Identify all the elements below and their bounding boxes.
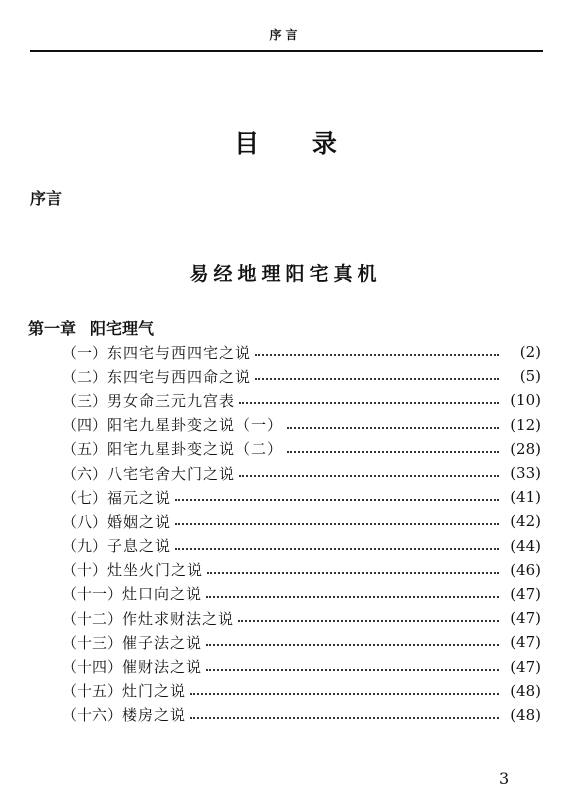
entry-title: 阳宅九星卦变之说（二） xyxy=(107,440,284,459)
dot-leader xyxy=(287,451,499,453)
dot-leader xyxy=(255,354,499,356)
dot-leader xyxy=(190,717,499,719)
toc-list xyxy=(62,340,541,727)
entry-title: 楼房之说 xyxy=(122,706,187,725)
toc-title: 目 录 xyxy=(234,129,359,158)
entry-page-number: (46) xyxy=(510,560,541,579)
entry-title: 男女命三元九宫表 xyxy=(107,391,236,410)
entry-title: 阳宅九星卦变之说（一） xyxy=(107,416,284,435)
toc-entry[interactable] xyxy=(62,534,541,558)
entry-title: 灶口向之说 xyxy=(122,585,203,604)
dot-leader xyxy=(206,596,499,598)
entry-number: （十一） xyxy=(62,585,123,604)
entry-number: （九） xyxy=(62,537,108,556)
chapter-title: 阳宅理气 xyxy=(90,319,155,338)
toc-entry[interactable] xyxy=(62,558,541,582)
dot-leader xyxy=(255,378,499,380)
entry-page-number: (5) xyxy=(519,367,541,386)
toc-entry[interactable] xyxy=(62,509,541,533)
entry-title: 东四宅与西四命之说 xyxy=(107,367,252,386)
dot-leader xyxy=(239,475,499,477)
dot-leader xyxy=(239,402,499,404)
dot-leader xyxy=(206,644,499,646)
toc-link-preface[interactable]: 序言 xyxy=(30,189,63,208)
dot-leader xyxy=(207,572,499,574)
entry-title: 灶坐火门之说 xyxy=(107,561,204,580)
toc-entry[interactable] xyxy=(62,413,541,437)
running-head: 序言 xyxy=(269,28,302,42)
dot-leader xyxy=(175,548,499,550)
header-rule xyxy=(30,50,543,52)
entry-title: 福元之说 xyxy=(107,488,172,507)
toc-entry[interactable] xyxy=(62,485,541,509)
entry-page-number: (2) xyxy=(519,343,541,362)
dot-leader xyxy=(175,499,499,501)
entry-number: （六） xyxy=(62,464,108,483)
entry-title: 催财法之说 xyxy=(122,658,203,677)
entry-page-number: (10) xyxy=(510,391,541,410)
dot-leader xyxy=(206,669,499,671)
entry-number: （五） xyxy=(62,440,108,459)
entry-page-number: (47) xyxy=(510,609,541,628)
entry-number: （十三） xyxy=(62,633,123,652)
entry-number: （十六） xyxy=(62,706,123,725)
page-number: 3 xyxy=(499,769,510,788)
entry-number: （十二） xyxy=(62,609,123,628)
toc-entry[interactable] xyxy=(62,630,541,654)
toc-entry[interactable] xyxy=(62,388,541,412)
toc-entry[interactable] xyxy=(62,582,541,606)
toc-entry[interactable] xyxy=(62,679,541,703)
dot-leader xyxy=(287,427,499,429)
entry-page-number: (41) xyxy=(510,488,541,507)
entry-title: 灶门之说 xyxy=(122,682,187,701)
toc-entry[interactable] xyxy=(62,340,541,364)
entry-title: 八宅宅舍大门之说 xyxy=(107,464,236,483)
entry-page-number: (44) xyxy=(510,536,541,555)
entry-number: （一） xyxy=(62,343,108,362)
entry-number: （三） xyxy=(62,391,108,410)
entry-page-number: (12) xyxy=(510,415,541,434)
entry-page-number: (47) xyxy=(510,633,541,652)
book-title: 易经地理阳宅真机 xyxy=(189,263,382,285)
entry-number: （二） xyxy=(62,367,108,386)
entry-page-number: (47) xyxy=(510,584,541,603)
dot-leader xyxy=(238,620,499,622)
toc-entry[interactable] xyxy=(62,654,541,678)
entry-page-number: (48) xyxy=(510,705,541,724)
entry-title: 子息之说 xyxy=(107,537,172,556)
entry-page-number: (28) xyxy=(510,439,541,458)
entry-number: （十） xyxy=(62,561,108,580)
dot-leader xyxy=(190,693,499,695)
toc-entry[interactable] xyxy=(62,461,541,485)
entry-number: （八） xyxy=(62,512,108,531)
entry-number: （七） xyxy=(62,488,108,507)
entry-title: 作灶求财法之说 xyxy=(122,609,235,628)
entry-number: （十五） xyxy=(62,682,123,701)
entry-number: （十四） xyxy=(62,658,123,677)
dot-leader xyxy=(175,523,499,525)
chapter-number: 第一章 xyxy=(28,319,77,338)
entry-title: 催子法之说 xyxy=(122,633,203,652)
entry-page-number: (42) xyxy=(510,512,541,531)
entry-page-number: (47) xyxy=(510,657,541,676)
entry-page-number: (48) xyxy=(510,681,541,700)
entry-title: 东四宅与西四宅之说 xyxy=(107,343,252,362)
entry-number: （四） xyxy=(62,416,108,435)
entry-page-number: (33) xyxy=(510,464,541,483)
toc-entry[interactable] xyxy=(62,606,541,630)
toc-entry[interactable] xyxy=(62,703,541,727)
toc-entry[interactable] xyxy=(62,364,541,388)
chapter-heading[interactable] xyxy=(28,316,154,339)
toc-entry[interactable] xyxy=(62,437,541,461)
entry-title: 婚姻之说 xyxy=(107,512,172,531)
